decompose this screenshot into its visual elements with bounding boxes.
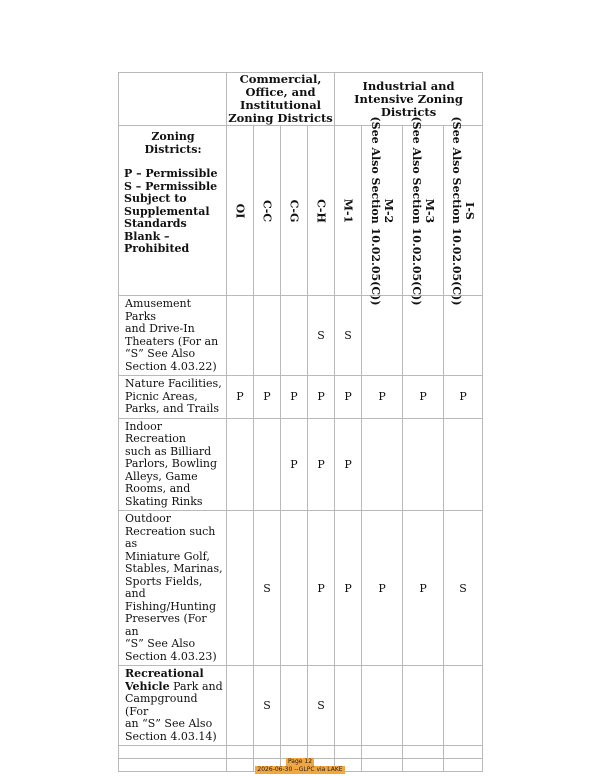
legend-line: S – Permissible — [124, 179, 218, 193]
page-number-label: Page 12 — [287, 758, 313, 765]
permission-cell — [227, 666, 254, 746]
use-row — [119, 511, 483, 666]
empty-cell — [403, 746, 444, 759]
use-description-line: Amusement Parks — [125, 297, 192, 323]
use-description-line: Parlors, Bowling — [125, 457, 218, 470]
empty-cell — [281, 746, 308, 759]
permission-cell: P — [308, 511, 335, 666]
permission-cell: S — [444, 511, 483, 666]
permission-cell: P — [308, 376, 335, 419]
permission-cell: P — [403, 376, 444, 419]
use-description-line: Outdoor — [125, 512, 172, 525]
district-code-header — [227, 126, 254, 296]
use-description-cell — [119, 296, 227, 376]
permission-cell — [281, 666, 308, 746]
permission-cell — [403, 418, 444, 511]
use-description-line: and Drive-In — [125, 322, 195, 335]
use-description-line: “S” See Also — [125, 637, 196, 650]
use-description-line: Recreation such as — [125, 524, 216, 550]
district-code: C-G — [287, 199, 301, 222]
district-code: C-C — [260, 199, 274, 222]
permission-cell — [362, 296, 403, 376]
blank-corner-cell — [119, 73, 227, 126]
use-description-line: Miniature Golf, — [125, 549, 210, 563]
use-description-cell — [119, 511, 227, 666]
use-description-line: Vehicle Park and — [125, 679, 223, 693]
use-description-line: Section 4.03.14) — [125, 729, 217, 743]
district-code-text — [315, 199, 328, 223]
district-code: M-3 — [423, 198, 437, 223]
industrial-group-header: Industrial and Intensive Zoning Districts — [335, 73, 483, 126]
district-code-text — [410, 116, 436, 305]
permission-cell — [362, 418, 403, 511]
permission-cell: S — [308, 296, 335, 376]
use-row — [119, 296, 483, 376]
district-code-header — [444, 115, 483, 306]
permission-cell: P — [227, 376, 254, 419]
district-code-header — [308, 126, 335, 296]
district-code-header — [254, 126, 281, 296]
district-code-row — [119, 126, 483, 296]
permission-cell: P — [254, 376, 281, 419]
use-description-line: Skating Rinks — [125, 494, 203, 508]
permission-cell — [403, 666, 444, 746]
permission-cell — [281, 511, 308, 666]
district-code-header — [403, 115, 444, 306]
permission-cell: S — [254, 511, 281, 666]
use-row — [119, 666, 483, 746]
use-description-cell — [119, 376, 227, 419]
permission-cell — [335, 666, 362, 746]
use-description-line: Rooms, and — [125, 482, 191, 495]
permission-cell — [227, 418, 254, 511]
permission-cell: P — [362, 376, 403, 419]
use-description-line: Section 4.03.23) — [125, 649, 217, 663]
permission-cell: P — [362, 511, 403, 666]
legend-line: P – Permissible — [124, 167, 218, 180]
district-code: C-H — [314, 198, 328, 223]
use-description-line: “S” See Also — [125, 347, 196, 360]
use-description-line: Parks, and Trails — [125, 402, 220, 415]
permission-cell: S — [254, 666, 281, 746]
zoning-use-table — [118, 72, 483, 772]
district-code-text — [342, 198, 355, 222]
legend-line: Blank – Prohibited — [124, 229, 190, 255]
use-description-line: Section 4.03.22) — [125, 359, 217, 373]
permission-cell: P — [281, 376, 308, 419]
permission-cell — [281, 296, 308, 376]
legend-cell — [119, 126, 227, 296]
use-description-line: Sports Fields, and — [125, 574, 203, 600]
district-code-text — [369, 116, 395, 305]
use-description-bold: Recreational — [125, 667, 204, 680]
use-description-line: Fishing/Hunting — [125, 599, 217, 613]
permission-cell — [227, 296, 254, 376]
empty-cell — [308, 746, 335, 759]
page-footer-stamp — [0, 758, 600, 774]
use-description-cell — [119, 418, 227, 511]
use-description-line: Indoor Recreation — [125, 419, 186, 445]
district-code-note: (See Also Section 10.02.05(C)) — [369, 115, 383, 306]
district-code-header — [335, 126, 362, 296]
use-row — [119, 376, 483, 419]
use-description-line: Alleys, Game — [125, 469, 198, 483]
district-code-note: (See Also Section 10.02.05(C)) — [450, 115, 464, 306]
permission-cell — [444, 418, 483, 511]
district-code-text — [234, 203, 247, 218]
use-description-line: such as Billiard — [125, 444, 212, 458]
print-stamp-label: 2026-06-30 --GLPC via LAKE — [257, 766, 343, 773]
permission-cell — [444, 296, 483, 376]
permission-cell: S — [335, 296, 362, 376]
legend-lines — [124, 168, 222, 256]
empty-cell — [444, 746, 483, 759]
use-description-line: an “S” See Also — [125, 717, 213, 730]
permission-cell: S — [308, 666, 335, 746]
use-description-bold: Vehicle — [125, 679, 170, 693]
permission-cell: P — [444, 376, 483, 419]
legend-line: Subject to — [124, 192, 187, 205]
legend-title: Zoning Districts: — [144, 130, 202, 156]
use-description-line: Nature Facilities, — [125, 377, 222, 390]
permission-cell: P — [335, 418, 362, 511]
permission-cell: P — [308, 418, 335, 511]
district-code: M-1 — [341, 198, 355, 223]
permission-cell — [254, 296, 281, 376]
use-description-line: Campground (For — [125, 692, 198, 718]
permission-cell — [444, 666, 483, 746]
use-description-cell — [119, 666, 227, 746]
permission-cell: P — [403, 511, 444, 666]
district-code: OI — [233, 203, 247, 218]
empty-cell — [362, 746, 403, 759]
permission-cell — [227, 511, 254, 666]
permission-cell: P — [335, 511, 362, 666]
permission-cell — [403, 296, 444, 376]
use-row — [119, 418, 483, 511]
empty-cell — [335, 746, 362, 759]
empty-cell — [119, 746, 227, 759]
use-description-line: Stables, Marinas, — [125, 562, 223, 575]
permission-cell: P — [281, 418, 308, 511]
permission-cell — [254, 418, 281, 511]
district-code-text — [261, 199, 274, 221]
commercial-group-header: Commercial, Office, and Institutional Zoning Districts — [228, 72, 333, 125]
legend-line: Supplemental — [124, 204, 210, 218]
district-code-text — [450, 116, 476, 305]
permission-cell: P — [335, 376, 362, 419]
use-description-line: Picnic Areas, — [125, 389, 198, 403]
empty-cell — [254, 746, 281, 759]
empty-row — [119, 746, 483, 759]
district-code-header — [281, 126, 308, 296]
use-description-line: Preserves (For an — [125, 612, 207, 638]
district-code-note: (See Also Section 10.02.05(C)) — [410, 115, 424, 306]
district-code-text — [288, 199, 301, 222]
permission-cell — [362, 666, 403, 746]
legend-line: Standards — [124, 217, 187, 230]
district-code: M-2 — [382, 198, 396, 223]
use-description-line: Theaters (For an — [125, 334, 219, 348]
empty-cell — [227, 746, 254, 759]
district-code: I-S — [463, 201, 477, 220]
district-code-header — [362, 115, 403, 306]
